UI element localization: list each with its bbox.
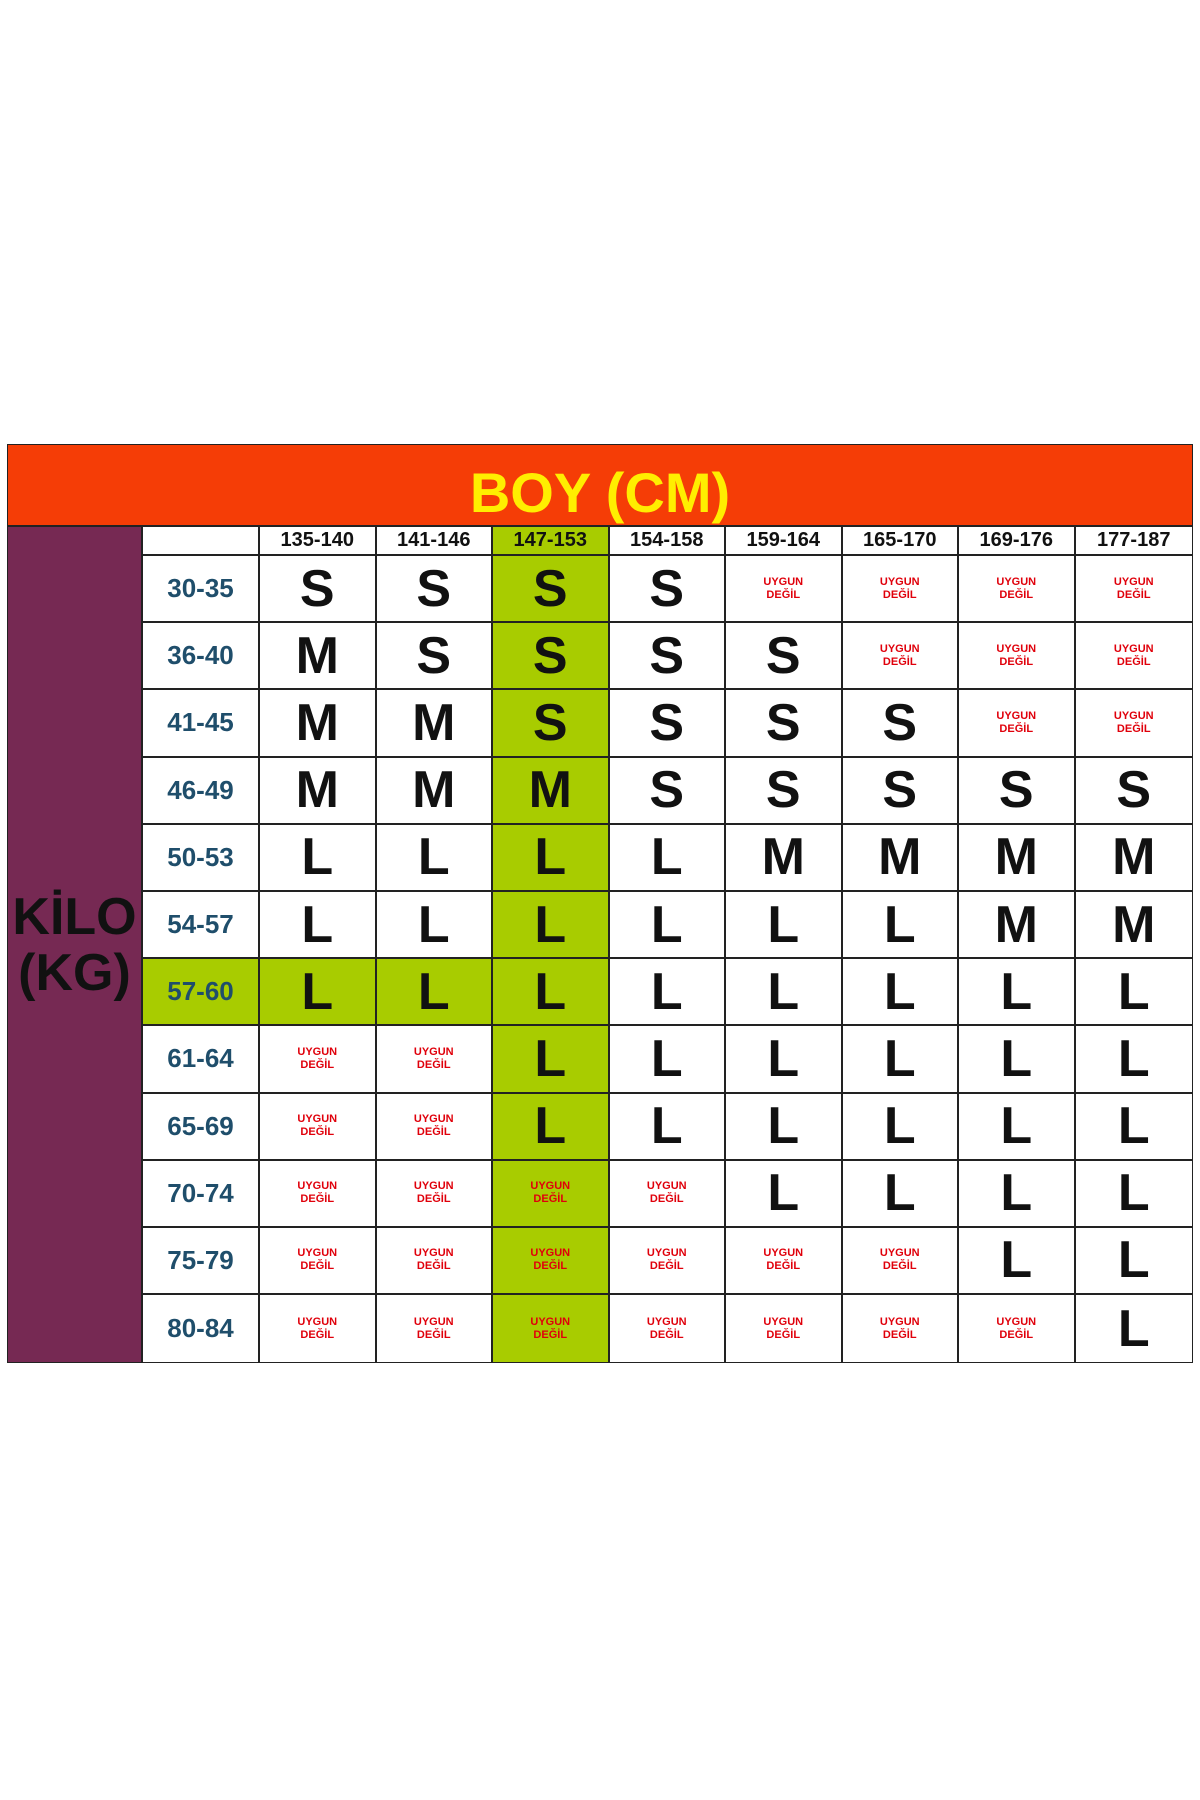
- size-cell: [610, 623, 727, 690]
- size-letter: S: [765, 693, 801, 752]
- size-cell: [726, 556, 843, 623]
- not-suitable-label: UYGUN DEĞİL: [530, 1315, 571, 1341]
- size-letter: L: [417, 828, 450, 887]
- size-letter: L: [883, 962, 916, 1021]
- size-letter: L: [1000, 1231, 1033, 1290]
- not-suitable-label: UYGUN DEĞİL: [763, 575, 804, 601]
- column-header: 159-164: [726, 527, 843, 556]
- size-letter: M: [761, 828, 805, 887]
- size-cell: [1076, 1295, 1193, 1362]
- size-cell: [493, 623, 610, 690]
- column-header: 177-187: [1076, 527, 1193, 556]
- size-cell: [377, 1228, 494, 1295]
- not-suitable-label: UYGUN DEĞİL: [1113, 709, 1154, 735]
- size-cell: [1076, 556, 1193, 623]
- size-cell: [377, 690, 494, 757]
- size-cell: [377, 1094, 494, 1161]
- size-letter: L: [534, 895, 567, 954]
- size-letter: S: [416, 626, 452, 685]
- size-letter: S: [649, 559, 685, 618]
- size-letter: M: [295, 693, 339, 752]
- not-suitable-label: UYGUN DEĞİL: [879, 1315, 920, 1341]
- column-header: 165-170: [843, 527, 960, 556]
- size-letter: L: [767, 1164, 800, 1223]
- size-cell: [493, 892, 610, 959]
- size-letter: M: [994, 828, 1038, 887]
- size-letter: L: [1000, 1164, 1033, 1223]
- size-letter: L: [301, 962, 334, 1021]
- size-letter: L: [883, 1097, 916, 1156]
- size-cell: [493, 758, 610, 825]
- size-letter: S: [416, 559, 452, 618]
- size-letter: M: [412, 693, 456, 752]
- size-letter: S: [532, 693, 568, 752]
- size-cell: [959, 825, 1076, 892]
- not-suitable-label: UYGUN DEĞİL: [297, 1315, 338, 1341]
- row-header: 36-40: [143, 623, 260, 690]
- row-header: 75-79: [143, 1228, 260, 1295]
- size-cell: [493, 1094, 610, 1161]
- size-cell: [959, 1161, 1076, 1228]
- size-cell: [843, 1161, 960, 1228]
- size-letter: L: [534, 1029, 567, 1088]
- size-grid: [143, 527, 1192, 1362]
- size-letter: L: [767, 1029, 800, 1088]
- size-cell: [493, 1026, 610, 1093]
- not-suitable-label: UYGUN DEĞİL: [646, 1315, 687, 1341]
- size-cell: [959, 1094, 1076, 1161]
- size-cell: [1076, 892, 1193, 959]
- size-cell: [377, 959, 494, 1026]
- not-suitable-label: UYGUN DEĞİL: [996, 709, 1037, 735]
- row-header: 46-49: [143, 758, 260, 825]
- size-cell: [260, 959, 377, 1026]
- row-header: 80-84: [143, 1295, 260, 1362]
- size-cell: [843, 892, 960, 959]
- size-cell: [959, 1295, 1076, 1362]
- size-letter: S: [532, 559, 568, 618]
- size-letter: S: [299, 559, 335, 618]
- not-suitable-label: UYGUN DEĞİL: [413, 1247, 454, 1273]
- size-letter: M: [412, 761, 456, 820]
- size-cell: [260, 1161, 377, 1228]
- size-letter: S: [649, 693, 685, 752]
- size-cell: [260, 758, 377, 825]
- size-letter: L: [650, 828, 683, 887]
- not-suitable-label: UYGUN DEĞİL: [530, 1247, 571, 1273]
- size-cell: [726, 758, 843, 825]
- row-header: 30-35: [143, 556, 260, 623]
- size-cell: [959, 1228, 1076, 1295]
- header-bar: [8, 445, 1192, 527]
- side-panel: [8, 527, 143, 1362]
- not-suitable-label: UYGUN DEĞİL: [763, 1247, 804, 1273]
- size-cell: [843, 959, 960, 1026]
- size-cell: [610, 556, 727, 623]
- size-cell: [610, 1026, 727, 1093]
- size-cell: [377, 892, 494, 959]
- size-cell: [959, 690, 1076, 757]
- size-cell: [610, 690, 727, 757]
- size-cell: [377, 1026, 494, 1093]
- size-cell: [843, 1094, 960, 1161]
- size-letter: S: [649, 761, 685, 820]
- size-cell: [1076, 1161, 1193, 1228]
- size-cell: [610, 758, 727, 825]
- size-cell: [843, 556, 960, 623]
- row-header: 50-53: [143, 825, 260, 892]
- size-cell: [493, 959, 610, 1026]
- size-cell: [610, 1295, 727, 1362]
- not-suitable-label: UYGUN DEĞİL: [1113, 575, 1154, 601]
- size-cell: [493, 1228, 610, 1295]
- column-header: 141-146: [377, 527, 494, 556]
- size-letter: S: [649, 626, 685, 685]
- header-title: BOY (CM): [469, 461, 731, 524]
- size-cell: [260, 1295, 377, 1362]
- size-cell: [493, 825, 610, 892]
- size-cell: [959, 1026, 1076, 1093]
- size-cell: [726, 1228, 843, 1295]
- size-letter: M: [878, 828, 922, 887]
- row-header: 65-69: [143, 1094, 260, 1161]
- size-letter: M: [994, 895, 1038, 954]
- size-letter: L: [883, 895, 916, 954]
- not-suitable-label: UYGUN DEĞİL: [1113, 642, 1154, 668]
- size-cell: [377, 758, 494, 825]
- size-letter: L: [883, 1164, 916, 1223]
- size-cell: [843, 825, 960, 892]
- row-header: 61-64: [143, 1026, 260, 1093]
- side-label-line-2: (KG): [18, 943, 131, 1002]
- size-chart: [7, 444, 1193, 1363]
- size-cell: [260, 690, 377, 757]
- size-cell: [610, 825, 727, 892]
- not-suitable-label: UYGUN DEĞİL: [763, 1315, 804, 1341]
- size-cell: [959, 959, 1076, 1026]
- size-letter: L: [301, 828, 334, 887]
- size-letter: L: [417, 962, 450, 1021]
- size-letter: L: [1117, 1231, 1150, 1290]
- size-cell: [493, 690, 610, 757]
- size-cell: [377, 1295, 494, 1362]
- size-cell: [610, 892, 727, 959]
- size-letter: L: [650, 962, 683, 1021]
- size-cell: [843, 623, 960, 690]
- row-header: 57-60: [143, 959, 260, 1026]
- size-cell: [260, 623, 377, 690]
- not-suitable-label: UYGUN DEĞİL: [879, 642, 920, 668]
- size-letter: L: [650, 895, 683, 954]
- size-cell: [726, 1295, 843, 1362]
- size-cell: [1076, 825, 1193, 892]
- size-letter: L: [1117, 1299, 1150, 1358]
- not-suitable-label: UYGUN DEĞİL: [530, 1180, 571, 1206]
- size-cell: [260, 825, 377, 892]
- size-letter: M: [295, 761, 339, 820]
- size-cell: [260, 1094, 377, 1161]
- not-suitable-label: UYGUN DEĞİL: [879, 1247, 920, 1273]
- size-letter: L: [767, 962, 800, 1021]
- not-suitable-label: UYGUN DEĞİL: [996, 575, 1037, 601]
- size-cell: [1076, 1094, 1193, 1161]
- size-cell: [726, 1026, 843, 1093]
- size-letter: S: [1116, 761, 1152, 820]
- size-letter: L: [767, 1097, 800, 1156]
- size-cell: [726, 1094, 843, 1161]
- size-letter: S: [765, 761, 801, 820]
- not-suitable-label: UYGUN DEĞİL: [646, 1180, 687, 1206]
- size-letter: L: [417, 895, 450, 954]
- not-suitable-label: UYGUN DEĞİL: [297, 1247, 338, 1273]
- not-suitable-label: UYGUN DEĞİL: [297, 1113, 338, 1139]
- size-letter: L: [650, 1097, 683, 1156]
- size-letter: L: [650, 1029, 683, 1088]
- size-cell: [1076, 690, 1193, 757]
- size-cell: [610, 959, 727, 1026]
- size-cell: [1076, 623, 1193, 690]
- size-letter: L: [534, 828, 567, 887]
- size-letter: L: [1000, 1097, 1033, 1156]
- size-cell: [1076, 1228, 1193, 1295]
- not-suitable-label: UYGUN DEĞİL: [413, 1045, 454, 1071]
- size-cell: [260, 1228, 377, 1295]
- size-cell: [726, 825, 843, 892]
- size-letter: L: [1117, 962, 1150, 1021]
- side-label-line-1: KİLO: [12, 887, 137, 946]
- size-letter: M: [1112, 895, 1156, 954]
- size-cell: [726, 959, 843, 1026]
- size-letter: S: [765, 626, 801, 685]
- size-letter: L: [1000, 1029, 1033, 1088]
- size-letter: L: [1117, 1097, 1150, 1156]
- size-cell: [610, 1161, 727, 1228]
- column-header: 135-140: [260, 527, 377, 556]
- size-cell: [610, 1094, 727, 1161]
- size-letter: L: [301, 895, 334, 954]
- size-cell: [260, 892, 377, 959]
- size-letter: L: [1000, 962, 1033, 1021]
- row-header: 70-74: [143, 1161, 260, 1228]
- size-cell: [1076, 1026, 1193, 1093]
- size-cell: [843, 690, 960, 757]
- size-letter: M: [295, 626, 339, 685]
- not-suitable-label: UYGUN DEĞİL: [996, 642, 1037, 668]
- not-suitable-label: UYGUN DEĞİL: [996, 1315, 1037, 1341]
- size-cell: [493, 1295, 610, 1362]
- size-letter: L: [534, 1097, 567, 1156]
- size-letter: L: [1117, 1164, 1150, 1223]
- size-cell: [493, 556, 610, 623]
- size-cell: [377, 623, 494, 690]
- table-corner-cell: [143, 527, 260, 556]
- size-cell: [377, 556, 494, 623]
- not-suitable-label: UYGUN DEĞİL: [297, 1045, 338, 1071]
- column-header: 154-158: [610, 527, 727, 556]
- size-letter: L: [534, 962, 567, 1021]
- size-letter: M: [1112, 828, 1156, 887]
- size-letter: S: [532, 626, 568, 685]
- size-cell: [843, 758, 960, 825]
- size-cell: [260, 556, 377, 623]
- size-cell: [843, 1228, 960, 1295]
- row-header: 54-57: [143, 892, 260, 959]
- not-suitable-label: UYGUN DEĞİL: [413, 1180, 454, 1206]
- not-suitable-label: UYGUN DEĞİL: [413, 1315, 454, 1341]
- row-header: 41-45: [143, 690, 260, 757]
- size-cell: [610, 1228, 727, 1295]
- size-letter: L: [883, 1029, 916, 1088]
- size-cell: [959, 758, 1076, 825]
- size-letter: S: [998, 761, 1034, 820]
- size-letter: S: [882, 761, 918, 820]
- not-suitable-label: UYGUN DEĞİL: [413, 1113, 454, 1139]
- column-header: 147-153: [493, 527, 610, 556]
- not-suitable-label: UYGUN DEĞİL: [879, 575, 920, 601]
- not-suitable-label: UYGUN DEĞİL: [646, 1247, 687, 1273]
- size-letter: M: [528, 761, 572, 820]
- column-header: 169-176: [959, 527, 1076, 556]
- size-letter: L: [1117, 1029, 1150, 1088]
- size-cell: [726, 690, 843, 757]
- size-cell: [377, 1161, 494, 1228]
- size-cell: [493, 1161, 610, 1228]
- size-cell: [377, 825, 494, 892]
- size-cell: [843, 1295, 960, 1362]
- size-cell: [1076, 959, 1193, 1026]
- size-letter: L: [767, 895, 800, 954]
- size-letter: S: [882, 693, 918, 752]
- size-cell: [260, 1026, 377, 1093]
- size-cell: [959, 892, 1076, 959]
- size-cell: [843, 1026, 960, 1093]
- size-cell: [1076, 758, 1193, 825]
- size-cell: [959, 556, 1076, 623]
- size-cell: [726, 623, 843, 690]
- not-suitable-label: UYGUN DEĞİL: [297, 1180, 338, 1206]
- size-cell: [726, 1161, 843, 1228]
- size-cell: [959, 623, 1076, 690]
- size-cell: [726, 892, 843, 959]
